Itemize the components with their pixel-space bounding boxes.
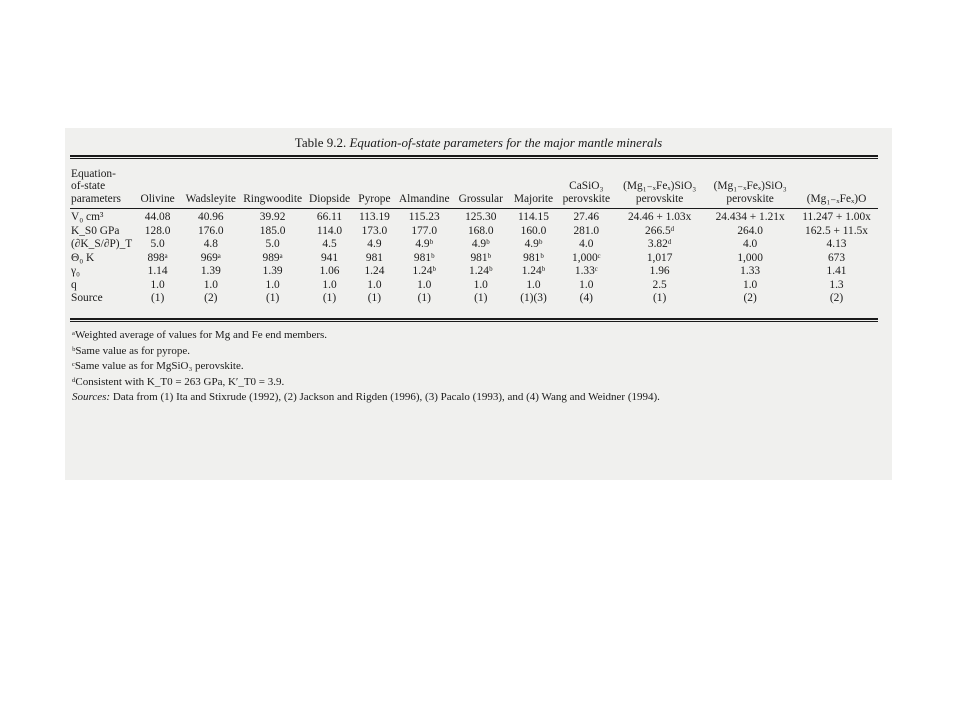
table-cell: 24.46 + 1.03x [627, 211, 692, 223]
table-cell: 114.15 [518, 211, 549, 223]
column-header [705, 158, 795, 208]
footnote-sources [72, 390, 660, 406]
table-cell: 1.0 [150, 278, 165, 291]
footnote-b: ᵇSame value as for pyrope. [72, 344, 190, 357]
row-parameter: V₀ cm³ [71, 211, 104, 223]
table-caption [65, 135, 892, 151]
table-cell: 1.24ᵇ [412, 265, 436, 277]
table-cell: 1.0 [526, 278, 541, 291]
column-header-line: (Mg₁₋ₓFeₓ)O [806, 192, 867, 205]
table-cell: 2.5 [652, 278, 667, 291]
table-cell: 4.8 [203, 238, 218, 250]
table-cell: 1.0 [367, 278, 382, 291]
bottom-rule-double [70, 321, 878, 322]
table-caption-title: Equation-of-state parameters for the major mantle minerals [349, 135, 663, 150]
table-cell: 1.96 [649, 265, 670, 277]
table-caption-label: Table 9.2. [294, 135, 347, 150]
column-header-line: Wadsleyite [185, 192, 236, 205]
scanned-table-image [65, 128, 892, 480]
table-row [70, 265, 878, 279]
table-body [70, 208, 878, 306]
table-cell: 281.0 [573, 224, 600, 237]
column-header [453, 158, 508, 208]
footnote-c: ᶜSame value as for MgSiO₃ perovskite. [72, 360, 244, 373]
table-cell: 5.0 [150, 238, 165, 250]
table-cell: (1) [150, 292, 165, 304]
table-cell: 1,017 [646, 251, 673, 264]
table-cell: 162.5 + 11.5x [805, 224, 868, 237]
table-header-row [70, 158, 878, 208]
bottom-rule [70, 318, 878, 320]
table-cell: (1) [417, 292, 431, 304]
table-cell: 1.39 [262, 265, 283, 277]
footnote-a: ᵃWeighted average of values for Mg and Fe end members. [72, 329, 328, 341]
footnote-d: ᵈConsistent with K_T0 = 263 GPa, K′_T0 = 3.9. [72, 375, 285, 388]
table-cell: 1.0 [322, 278, 337, 291]
column-header-line: perovskite [726, 192, 774, 205]
table-cell: 4.9ᵇ [415, 238, 434, 250]
column-header-line: perovskite [635, 192, 684, 205]
column-header [795, 158, 878, 208]
column-header-line: Majorite [513, 192, 554, 205]
table-cell: 1.3 [829, 278, 844, 291]
table-cell: 4.9ᵇ [524, 238, 543, 250]
table-cell: 1.0 [265, 278, 280, 291]
table-cell: 264.0 [737, 224, 763, 237]
table-cell: 1,000 [737, 251, 763, 264]
row-parameter: Source [71, 292, 103, 304]
table-cell: 981ᵇ [413, 251, 435, 264]
table-cell: 4.5 [322, 238, 337, 250]
table-cell: (2) [743, 292, 757, 304]
column-header [395, 158, 453, 208]
table-cell: 4.0 [743, 238, 758, 250]
column-header-line: Diopside [308, 192, 351, 205]
table-footnotes [72, 328, 660, 406]
table-cell: 160.0 [520, 224, 547, 237]
table-cell: 168.0 [467, 224, 494, 237]
column-header-line: (Mg₁₋ₓFeₓ)SiO₃ [623, 180, 697, 192]
table-cell: 981 [365, 251, 383, 264]
table-cell: (1) [474, 292, 488, 304]
row-parameter: K_S0 GPa [71, 224, 120, 237]
table-cell: 673 [827, 251, 846, 264]
column-header-line: (Mg₁₋ₓFeₓ)SiO₃ [713, 180, 787, 192]
table-cell: 1.0 [203, 278, 218, 291]
table-cell: 1.24ᵇ [521, 265, 546, 277]
table-cell: 1.39 [200, 265, 221, 277]
table-cell: 39.92 [259, 211, 286, 223]
table-cell: 173.0 [361, 224, 388, 237]
row-parameter: q [71, 278, 77, 291]
table-cell: (1) [265, 292, 280, 304]
table-cell: (1) [367, 292, 382, 304]
column-header [559, 158, 614, 208]
table-cell: 5.0 [265, 238, 280, 250]
column-header-line: Ringwoodite [243, 192, 303, 205]
sources-label: Sources: [72, 391, 111, 404]
table-row [70, 279, 878, 293]
eos-parameter-table [70, 158, 878, 306]
column-header [133, 158, 182, 208]
table-cell: 44.08 [144, 211, 171, 223]
table-cell: 114.0 [316, 224, 343, 237]
table-cell: 1.41 [826, 265, 847, 277]
table-row [70, 225, 878, 239]
table-row [70, 208, 878, 225]
row-parameter: Θ₀ K [71, 251, 95, 264]
table-cell: 115.23 [408, 211, 440, 223]
header-parameters-line: Equation- [71, 167, 116, 180]
table-cell: 1.14 [147, 265, 168, 277]
table-cell: 185.0 [259, 224, 286, 237]
table-cell: 898ᵃ [147, 251, 168, 264]
table-cell: 1.0 [579, 278, 594, 291]
table-cell: 969ᵃ [200, 251, 221, 264]
column-header [240, 158, 306, 208]
table-cell: (4) [579, 292, 593, 304]
column-header-line: Grossular [458, 192, 503, 205]
table-cell: 1.0 [473, 278, 488, 291]
table-cell: 1.24ᵇ [469, 265, 493, 277]
table-cell: 24.434 + 1.21x [715, 211, 785, 223]
table-cell: 11.247 + 1.00x [802, 211, 871, 223]
table-cell: 177.0 [411, 224, 438, 237]
table-cell: 3.82ᵈ [647, 238, 672, 250]
table-cell: 981ᵇ [470, 251, 492, 264]
table-cell: 113.19 [358, 211, 390, 223]
table-cell: 981ᵇ [523, 251, 544, 264]
table-cell: 4.9ᵇ [471, 238, 490, 250]
table-cell: 40.96 [198, 211, 224, 223]
table-cell: (1) [652, 292, 667, 304]
column-header [508, 158, 558, 208]
table-cell: 1.06 [319, 265, 340, 277]
table-cell: 1.24 [364, 265, 385, 277]
table-cell: (1)(3) [520, 292, 547, 304]
table-cell: 4.9 [367, 238, 382, 250]
table-cell: 1.33ᶜ [574, 265, 598, 277]
table-cell: 266.5ᵈ [645, 224, 675, 237]
row-parameter: γ₀ [71, 265, 81, 277]
table-cell: 128.0 [144, 224, 171, 237]
table-cell: 125.30 [465, 211, 497, 223]
table-cell: 1.0 [743, 278, 758, 291]
table-cell: 27.46 [573, 211, 600, 223]
column-header-line: Olivine [140, 192, 175, 205]
table-cell: 1.33 [740, 265, 761, 277]
column-header-line: CaSiO₃ [569, 180, 604, 192]
table-row [70, 252, 878, 266]
table-cell: (2) [829, 292, 844, 304]
table-cell: 4.13 [826, 238, 847, 250]
row-parameter: (∂K_S/∂P)_T [71, 238, 133, 250]
column-header [306, 158, 354, 208]
table-cell: 1,000ᶜ [572, 251, 601, 264]
top-rule [70, 155, 878, 157]
table-cell: 66.11 [316, 211, 343, 223]
column-header-line: Pyrope [358, 192, 391, 205]
table-cell: 1.0 [417, 278, 432, 291]
header-parameters [70, 158, 133, 208]
header-parameters-line: of-state [71, 180, 106, 192]
sources-text: Data from (1) Ita and Stixrude (1992), (2) Jackson and Rigden (1996), (3) Pacalo (1993), and (4) Wang and Weidner (1994). [112, 391, 660, 404]
table-cell: (2) [204, 292, 218, 304]
table-cell: (1) [322, 292, 337, 304]
table-row [70, 238, 878, 252]
column-header [354, 158, 396, 208]
column-header [614, 158, 705, 208]
column-header-line: perovskite [562, 192, 611, 205]
column-header-line: Almandine [398, 192, 450, 205]
table-cell: 989ᵃ [262, 251, 283, 264]
column-header [182, 158, 240, 208]
table-cell: 176.0 [198, 224, 224, 237]
table-cell: 4.0 [579, 238, 594, 250]
header-parameters-line: parameters [71, 192, 121, 205]
table-cell: 941 [320, 251, 339, 264]
table-row [70, 292, 878, 306]
